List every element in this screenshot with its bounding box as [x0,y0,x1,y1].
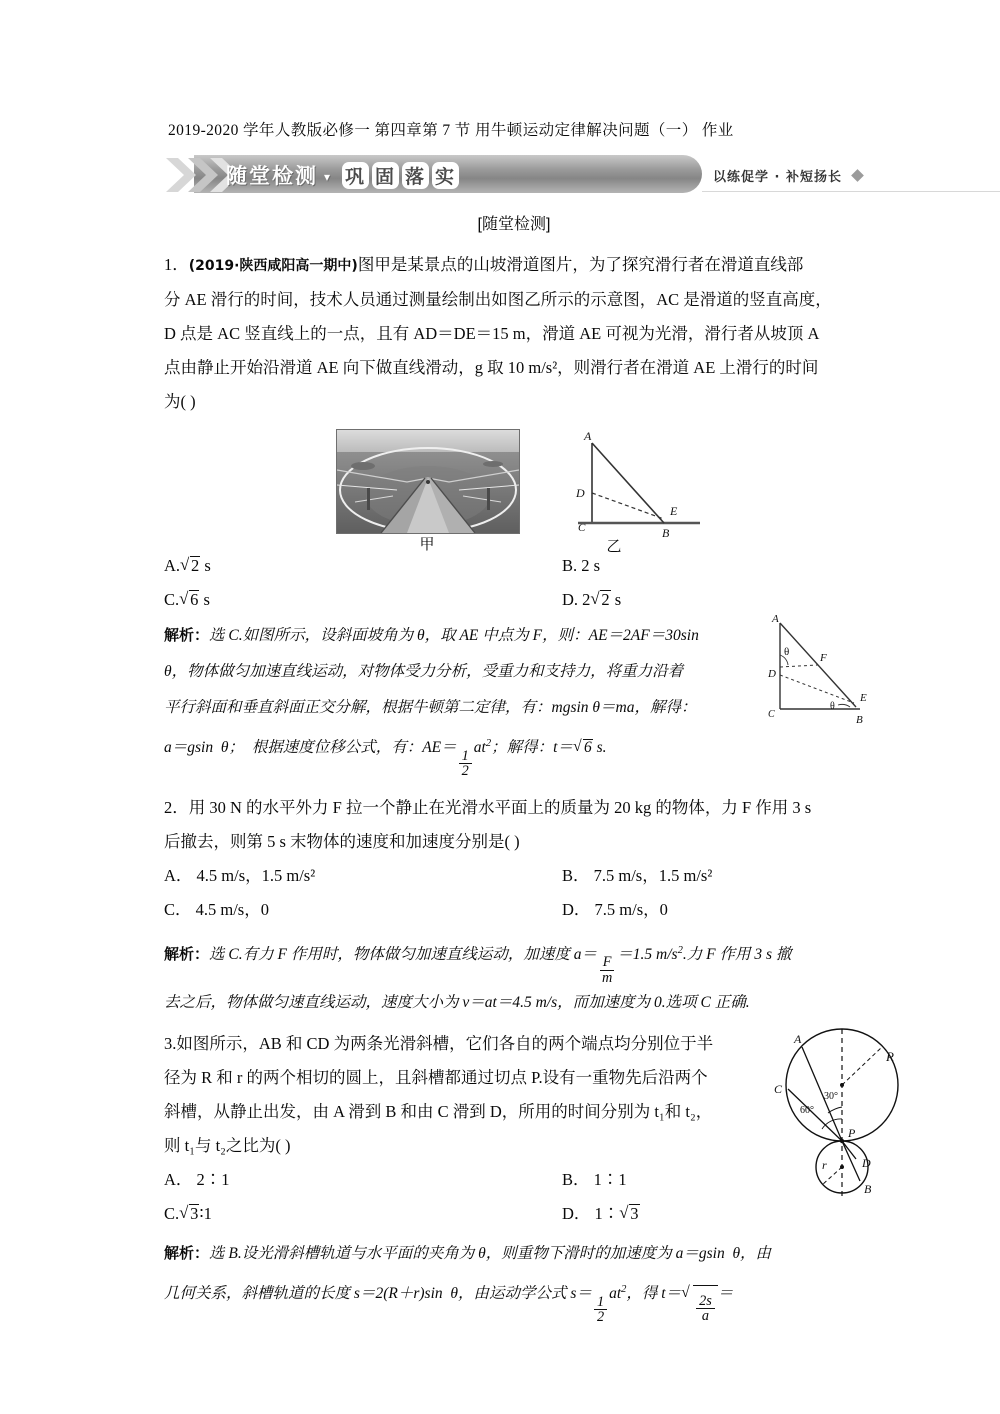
q3-option-d-key: D． [562,1204,591,1224]
q3-option-c-radical: 3 [190,1204,199,1224]
banner-separator-icon: ▾ [324,170,333,184]
question-1-options [164,549,864,583]
question-2-options [164,859,864,893]
banner-motto: 以练促学 · 补短扬长 [713,170,842,185]
solution-1-label: 解析： [164,626,210,644]
question-1 [164,248,867,780]
question-2-option-b[interactable] [514,859,864,893]
svg-text:E: E [670,504,678,518]
solution-2-line-1: 解析：选 C.有力 F 作用时，物体做匀加速直线运动，加速度 a＝ $\frac{F}{m}$ ＝1.5 $m/s^2$.力 F 作用 3 s 撤 [164,944,792,986]
solution-1-line-4: a＝gsin θ； 根据速度位移公式，有：AE＝ $\frac{1}{2}$ $at^2$；解得：t＝ √ 6 s. [164,726,864,779]
solution-1-text-1: 选 C.如图所示，设斜面坡角为 θ，取 AE 中点为 F，则：AE＝2AF＝30sin [209,627,699,644]
question-1-line-1 [164,248,864,283]
question-1-option-c[interactable] [164,583,514,617]
question-1-figures [164,427,864,555]
q3-option-d-radical: 3 [630,1204,639,1224]
svg-text:θ: θ [830,701,835,712]
svg-text:A: A [584,429,592,443]
option-d-key: D. [562,590,579,609]
svg-text:C: C [768,709,775,720]
banner-title-left: 随堂检测 [226,164,318,188]
incline-diagram-lyi [560,427,720,547]
svg-text:B: B [864,1182,872,1197]
question-2-options-2 [164,893,864,927]
question-1-option-b[interactable] [514,549,864,583]
photo-caption: 甲 [419,537,435,553]
option-c-post: s [199,590,210,609]
q3-option-d-pre: 1∶ [594,1204,620,1224]
svg-text:C: C [774,1082,783,1097]
boxed-char-4: 实 [432,162,459,189]
question-3-option-c[interactable] [164,1197,514,1231]
question-1-line-2: 分 AE 滑行的时间，技术人员通过测量绘制出如图乙所示的示意图，AC 是滑道的竖直高度， [164,290,832,309]
svg-text:A: A [772,613,779,625]
svg-text:E: E [860,692,867,704]
question-1-options-2 [164,583,864,617]
q2-option-c-key: C． [164,899,192,919]
option-a-key: A. [164,556,181,575]
question-3 [164,1027,894,1326]
svg-text:30°: 30° [824,1091,838,1103]
question-1-option-a[interactable] [164,549,514,583]
svg-text:A: A [794,1032,802,1047]
question-3-solution [164,1235,864,1325]
solution-1-line-2: θ，物体做匀加速直线运动，对物体受力分析，受重力和支持力，将重力沿着 [164,663,684,680]
option-a-post: s [200,556,211,575]
option-b-pre: 2 s [581,556,601,575]
section-label: [随堂检测] [477,216,551,233]
svg-text:C: C [578,522,586,534]
banner-boxed-chars [342,162,459,189]
question-1-stem-1: 图甲是某景点的山坡滑道图片，为了探究滑行者在滑道直线部 [357,255,804,274]
question-1-line-4: 点由静止开始沿滑道 AE 向下做直线滑动，g 取 10 m/s²，则滑行者在滑道 AE 上滑行的时间 [164,358,819,377]
question-1-line-3: D 点是 AC 竖直线上的一点，且有 AD＝DE＝15 m，滑道 AE 可视为光滑，滑行者从坡顶 A [164,324,820,343]
banner-rule [702,191,1000,192]
option-a-radical: 2 [191,556,200,575]
question-1-line-5: 为( ) [164,392,196,411]
boxed-char-2: 固 [372,162,399,189]
diagram-caption: 乙 [606,539,622,555]
option-c-radical: 6 [190,590,199,609]
question-2-option-d[interactable] [514,893,864,927]
svg-text:B: B [856,714,863,726]
tangent-circles-diagram [764,1027,934,1217]
question-3-line-4: 则 t₁与 t₂之比为( ) [164,1136,291,1156]
question-3-number: 3. [164,1034,177,1054]
solution-2-label: 解析： [164,944,210,963]
option-b-key: B. [562,556,578,575]
q2-option-a-key: A． [164,865,193,885]
question-2-option-a[interactable] [164,859,514,893]
svg-text:D: D [768,668,776,680]
content-body [164,205,894,1329]
option-d-pre: 2 [582,590,591,609]
svg-text:B: B [662,526,670,540]
q3-option-c-key: C. [164,1204,180,1224]
question-3-line-1 [164,1027,764,1061]
solution-2-line-2: 去之后，物体做匀速直线运动，速度大小为 v＝at＝4.5 m/s，而加速度为 0.选项 C 正确. [164,994,750,1012]
question-3-options-2 [164,1197,864,1231]
question-3-options [164,1163,864,1197]
question-2-line-1 [164,791,864,825]
question-2-solution [164,933,864,1022]
boxed-char-1: 巩 [342,162,369,189]
option-c-key: C. [164,590,180,609]
banner-title [226,159,459,191]
svg-text:R: R [886,1049,894,1065]
q2-option-d-text: 7.5 m/s，0 [594,899,668,919]
question-2-option-c[interactable] [164,893,514,927]
question-2-line-2: 后撤去，则第 5 s 末物体的速度和加速度分别是( ) [164,831,520,851]
solution-1-line-1 [164,617,764,654]
solution-3-line-1: 解析：选 B.设光滑斜槽轨道与水平面的夹角为 θ，则重物下滑时的加速度为 a＝gsin θ，由 [164,1244,772,1263]
svg-text:D: D [862,1156,871,1171]
svg-text:D: D [576,486,585,500]
question-1-source: (2019·陕西咸阳高一期中) [188,258,358,274]
svg-text:P: P [848,1126,856,1141]
q3-option-b-key: B． [562,1170,590,1190]
question-1-solution [164,617,864,779]
svg-text:F: F [820,652,827,664]
solution-1-incline-diagram [764,613,874,733]
diamond-icon [851,169,864,182]
running-head: 2019-2020 学年人教版必修一 第四章第 7 节 用牛顿运动定律解决问题（一） 作业 [168,122,734,139]
q3-option-a-text: 2∶1 [196,1170,230,1190]
svg-text:60°: 60° [800,1105,814,1117]
solution-3-label: 解析： [164,1244,210,1263]
q2-option-b-text: 7.5 m/s，1.5 m/s² [593,865,713,885]
option-d-post: s [610,590,622,609]
svg-text:r: r [822,1158,827,1173]
q2-option-d-key: D． [562,899,591,919]
question-2 [164,791,864,1022]
q2-option-c-text: 4.5 m/s，0 [195,899,269,919]
question-1-option-d[interactable] [514,583,864,617]
solution-1-line-3: 平行斜面和垂直斜面正交分解，根据牛顿第二定律，有：mgsin θ＝ma，解得： [164,699,697,716]
q3-option-a-key: A． [164,1170,193,1190]
question-2-number: 2． [164,797,189,817]
question-3-option-a[interactable] [164,1163,514,1197]
boxed-char-3: 落 [402,162,429,189]
slide-photo [336,429,520,534]
q2-option-b-key: B． [562,865,590,885]
question-3-line-2: 径为 R 和 r 的两个相切的圆上，且斜槽都通过切点 P.设有一重物先后沿两个 [164,1068,708,1088]
question-2-stem-1: 用 30 N 的水平外力 F 拉一个静止在光滑水平面上的质量为 20 kg 的物体，力 F 作用 3 s [188,797,812,817]
solution-3-line-2: 几何关系，斜槽轨道的长度 s＝2(R＋r)sin θ，由运动学公式 s＝ $\frac{1}{2}$ $at^2$，得 t＝ √ $\frac{2s}{a}$ ＝ [164,1272,864,1325]
question-3-stem-1: 如图所示，AB 和 CD 为两条光滑斜槽，它们各自的两个端点均分别位于半 [176,1034,714,1054]
question-1-number: 1． [164,255,189,274]
q3-option-b-text: 1∶1 [593,1170,627,1190]
section-banner [164,155,864,195]
question-3-line-3: 斜槽，从静止出发，由 A 滑到 B 和由 C 滑到 D，所用的时间分别为 t₁和 t₂， [164,1102,713,1122]
q2-option-a-text: 4.5 m/s，1.5 m/s² [196,865,316,885]
option-d-radical: 2 [601,590,610,609]
svg-text:θ: θ [784,646,790,658]
q3-option-c-post: ∶1 [199,1204,212,1224]
